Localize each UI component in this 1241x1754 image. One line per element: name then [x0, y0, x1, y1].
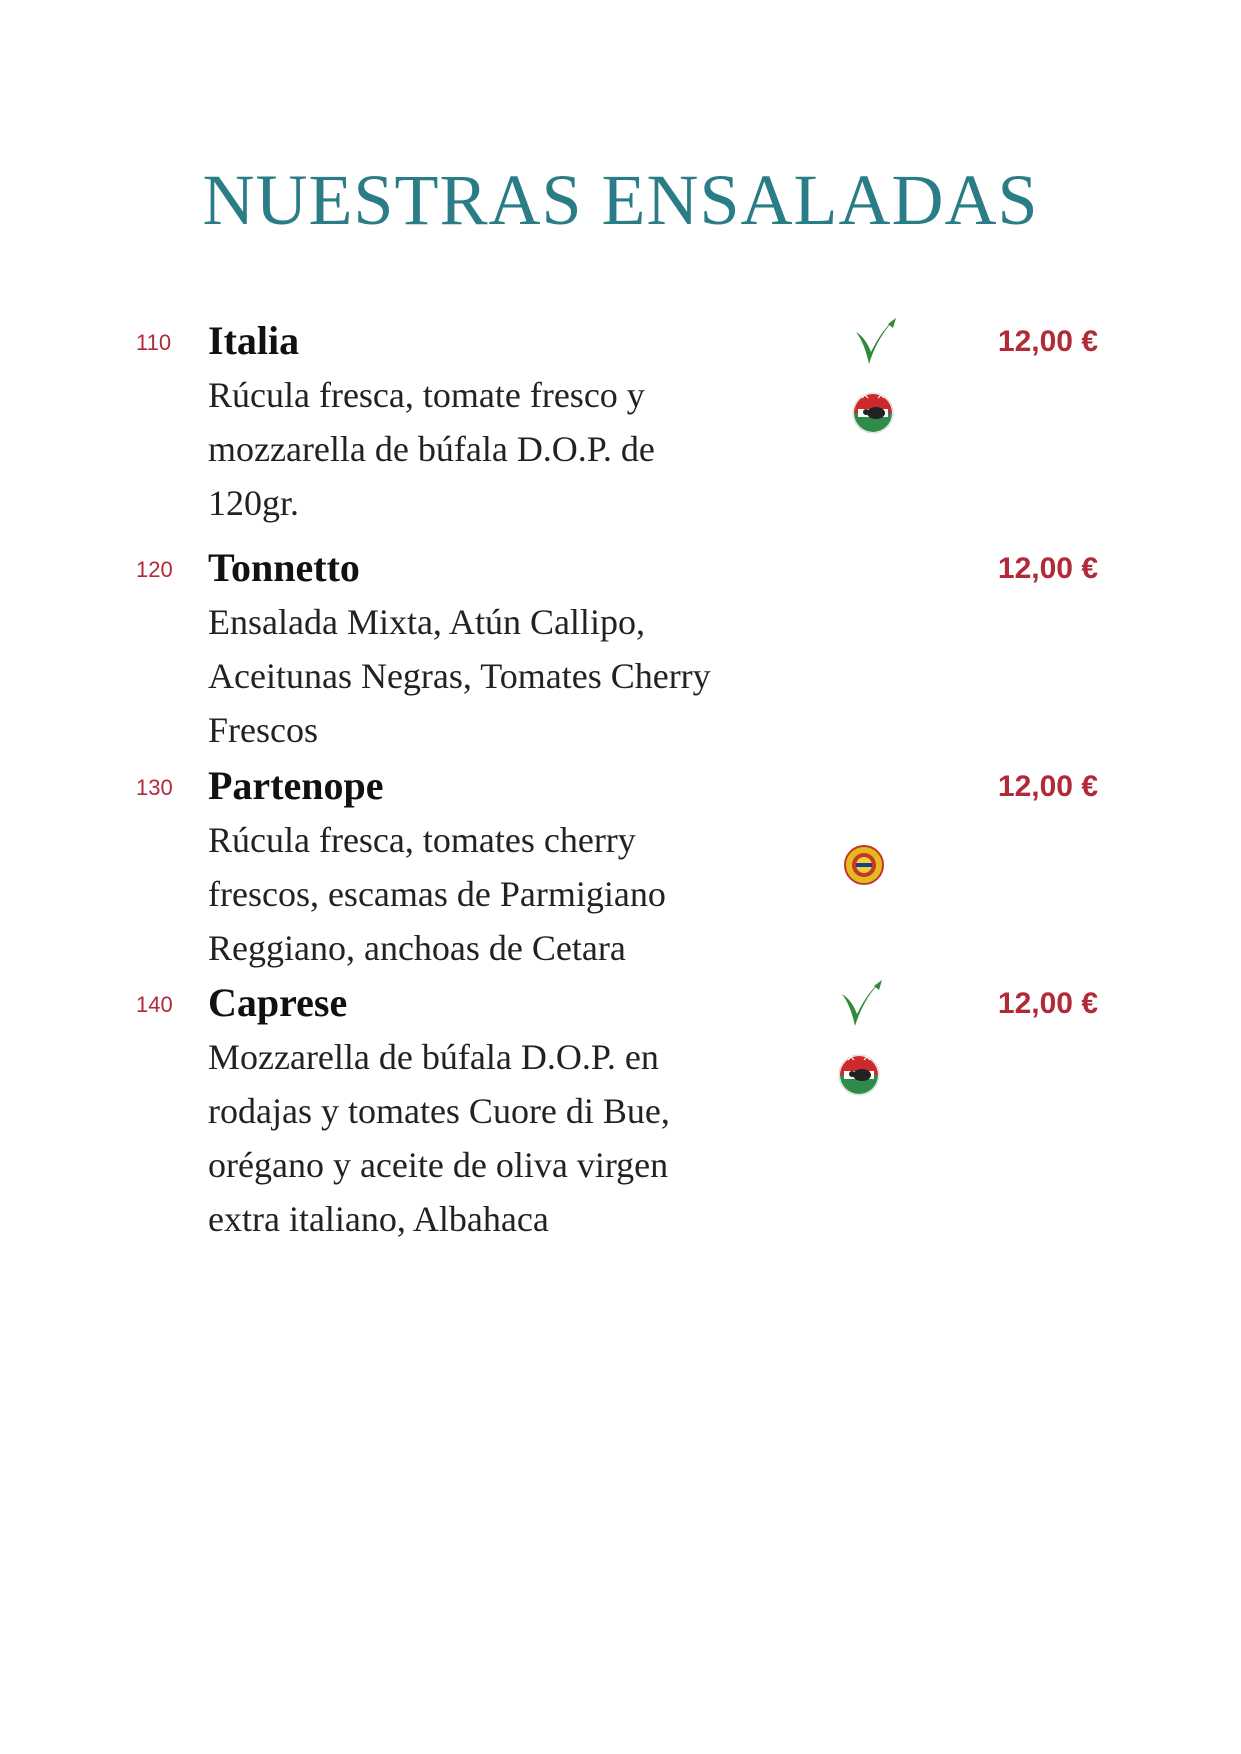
item-description-line: 120gr. [208, 483, 300, 523]
item-price: 12,00 € [997, 987, 1098, 1020]
item-description-line: Rúcula fresca, tomate fresco y [208, 375, 645, 415]
item-code: 110 [136, 330, 172, 355]
item-price: 12,00 € [997, 552, 1098, 585]
item-description-line: Aceitunas Negras, Tomates Cherry [208, 656, 711, 696]
item-description-line: frescos, escamas de Parmigiano [208, 874, 666, 914]
item-name: Italia [208, 318, 300, 363]
mozzarella-bufala-dop-seal-icon [852, 392, 894, 434]
mozzarella-bufala-dop-seal-icon [838, 1054, 880, 1096]
item-description [208, 813, 808, 975]
item-name: Tonnetto [208, 545, 360, 590]
item-price: 12,00 € [997, 770, 1098, 803]
item-description [208, 1030, 808, 1246]
item-code: 130 [136, 775, 173, 800]
item-description-line: Rúcula fresca, tomates cherry [208, 820, 636, 860]
item-name: Partenope [208, 763, 384, 808]
vegetarian-check-icon [850, 314, 900, 368]
item-description-line: Mozzarella de búfala D.O.P. en [208, 1037, 659, 1077]
item-description-line: Ensalada Mixta, Atún Callipo, [208, 602, 645, 642]
page-title: NUESTRAS ENSALADAS [202, 160, 1039, 240]
item-code: 120 [136, 557, 173, 582]
item-price: 12,00 € [997, 325, 1098, 358]
item-name: Caprese [208, 980, 348, 1025]
item-description-line: Reggiano, anchoas de Cetara [208, 928, 626, 968]
item-description-line: orégano y aceite de oliva virgen [208, 1145, 669, 1185]
item-code: 140 [136, 992, 173, 1017]
item-description [208, 368, 808, 530]
item-description-line: rodajas y tomates Cuore di Bue, [208, 1091, 670, 1131]
dop-seal-icon [844, 845, 884, 885]
item-description-line: extra italiano, Albahaca [208, 1199, 549, 1239]
item-description [208, 595, 808, 757]
item-description-line: mozzarella de búfala D.O.P. de [208, 429, 655, 469]
item-description-line: Frescos [208, 710, 318, 750]
vegetarian-check-icon [836, 976, 886, 1030]
